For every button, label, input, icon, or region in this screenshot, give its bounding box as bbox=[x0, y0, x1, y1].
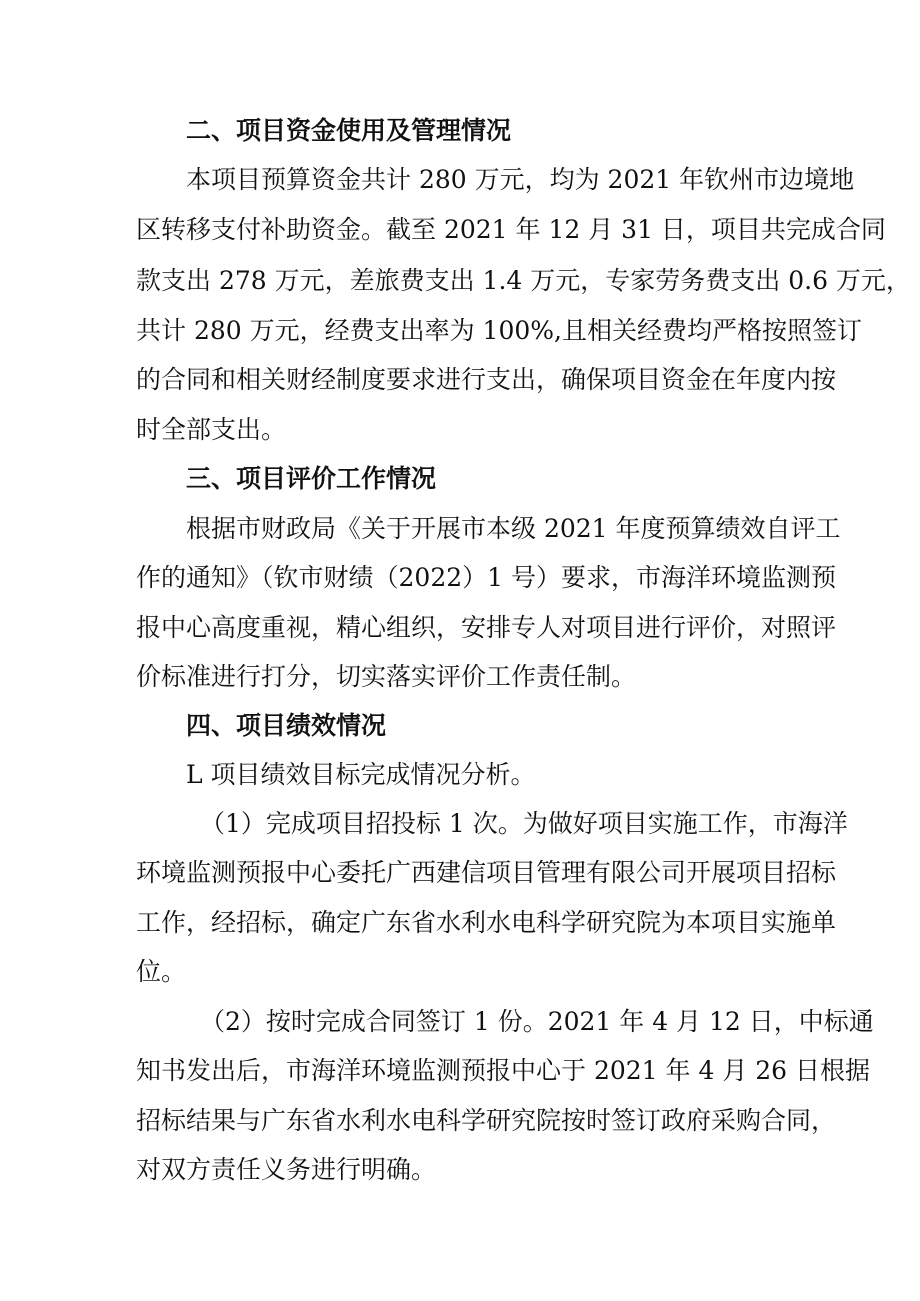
paragraph-line: 的合同和相关财经制度要求进行支出，确保项目资金在年度内按 bbox=[136, 365, 837, 394]
paragraph-line: 本项目预算资金共计 280 万元，均为 2021 年钦州市边境地 bbox=[186, 165, 855, 194]
paragraph-line: 工作，经招标，确定广东省水利水电科学研究院为本项目实施单 bbox=[136, 908, 837, 937]
paragraph-line: 位。 bbox=[136, 957, 187, 986]
section-heading-3: 三、项目评价工作情况 bbox=[186, 464, 437, 493]
section-heading-2: 二、项目资金使用及管理情况 bbox=[186, 116, 512, 145]
paragraph-line: 环境监测预报中心委托广西建信项目管理有限公司开展项目招标 bbox=[136, 858, 837, 887]
paragraph-line: 区转移支付补助资金。截至 2021 年 12 月 31 日，项目共完成合同 bbox=[136, 215, 886, 244]
paragraph-line: 时全部支出。 bbox=[136, 415, 287, 444]
paragraph-line: 共计 280 万元，经费支出率为 100%,且相关经费均严格按照签订 bbox=[136, 316, 862, 345]
paragraph-line: 招标结果与广东省水利水电科学研究院按时签订政府采购合同， bbox=[136, 1106, 837, 1135]
paragraph-line: 根据市财政局《关于开展市本级 2021 年度预算绩效自评工 bbox=[186, 514, 841, 543]
paragraph-line: 作的通知》（钦市财绩（2022）1 号）要求，市海洋环境监测预 bbox=[136, 563, 836, 592]
paragraph-line: 款支出 278 万元，差旅费支出 1.4 万元，专家劳务费支出 0.6 万元， bbox=[136, 266, 911, 295]
paragraph-line: 报中心高度重视，精心组织，安排专人对项目进行评价，对照评 bbox=[136, 613, 837, 642]
paragraph-line: （1）完成项目招投标 1 次。为做好项目实施工作，市海洋 bbox=[200, 809, 848, 838]
paragraph-line: 知书发出后，市海洋环境监测预报中心于 2021 年 4 月 26 日根据 bbox=[136, 1056, 871, 1085]
paragraph-line: 价标准进行打分，切实落实评价工作责任制。 bbox=[136, 662, 637, 691]
paragraph-line: 对双方责任义务进行明确。 bbox=[136, 1155, 437, 1184]
paragraph-line: L 项目绩效目标完成情况分析。 bbox=[186, 760, 536, 789]
section-heading-4: 四、项目绩效情况 bbox=[186, 711, 387, 740]
paragraph-line: （2）按时完成合同签订 1 份。2021 年 4 月 12 日，中标通 bbox=[200, 1007, 874, 1036]
